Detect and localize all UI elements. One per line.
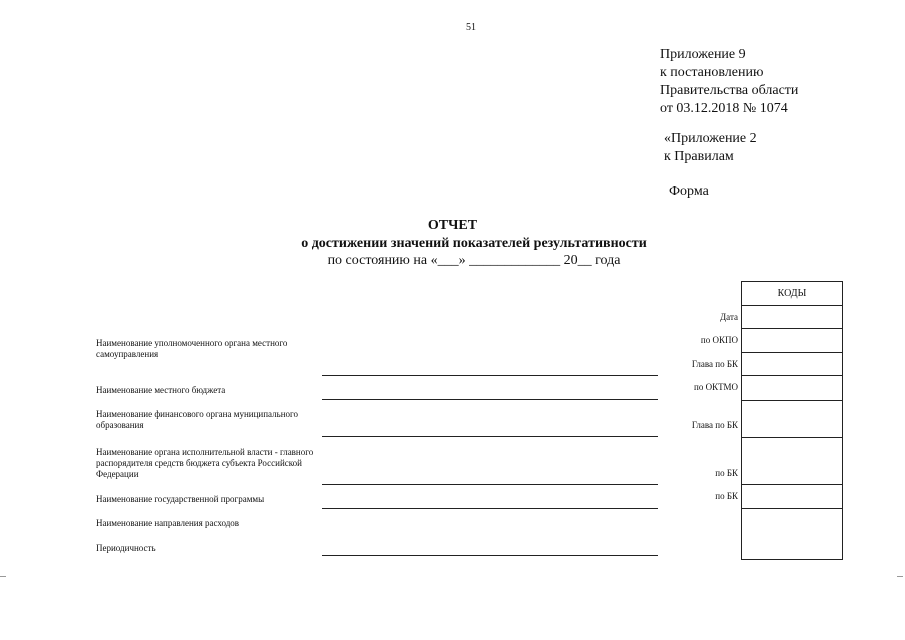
- code-cell-date[interactable]: [742, 305, 842, 328]
- form-label: Форма: [669, 184, 709, 199]
- appendix-block: [660, 46, 798, 118]
- code-cell-bk-1[interactable]: [742, 437, 842, 484]
- field-periodicity-line[interactable]: [322, 555, 658, 556]
- code-label-glava-1: Глава по БК: [691, 359, 738, 369]
- report-subtitle: о достижении значений показателей результативности: [301, 236, 647, 251]
- code-cell-bk-2[interactable]: [742, 484, 842, 508]
- appendix2-block: [664, 130, 757, 166]
- code-label-date: Дата: [720, 312, 738, 322]
- code-label-glava-2: Глава по БК: [691, 420, 738, 430]
- appendix2-line-1: «Приложение 2: [664, 131, 757, 146]
- appendix2-line-2: к Правилам: [664, 149, 734, 164]
- code-label-oktmo: по ОКТМО: [694, 382, 738, 392]
- field-periodicity-label: Периодичность: [96, 543, 156, 553]
- appendix-line-2: к постановлению: [660, 65, 764, 80]
- field-finance-body-label: Наименование финансового органа муниципального образования: [96, 409, 298, 430]
- appendix-line-4: от 03.12.2018 № 1074: [660, 101, 788, 116]
- field-authority-line[interactable]: [322, 375, 658, 376]
- code-cell-okpo[interactable]: [742, 328, 842, 352]
- code-cell-glava-2[interactable]: [742, 400, 842, 437]
- field-budget-label: Наименование местного бюджета: [96, 385, 226, 395]
- code-cell-extra[interactable]: [742, 508, 842, 559]
- page-number: 51: [466, 22, 476, 33]
- field-expense-direction-label: Наименование направления расходов: [96, 518, 240, 528]
- code-label-bk-1: по БК: [715, 468, 738, 478]
- scan-mark-left: [0, 576, 6, 577]
- field-authority-label: Наименование уполномоченного органа местного самоуправления: [96, 338, 288, 359]
- code-label-bk-2: по БК: [715, 491, 738, 501]
- appendix-line-3: Правительства области: [660, 83, 799, 98]
- field-executive-body-label: Наименование органа исполнительной власти - главного распорядителя средств бюджета субъекта Российской Федерации: [96, 447, 314, 479]
- code-cell-oktmo[interactable]: [742, 375, 842, 400]
- report-title: ОТЧЕТ: [427, 218, 478, 233]
- codes-header: КОДЫ: [777, 288, 807, 299]
- appendix-line-1: Приложение 9: [660, 47, 746, 62]
- scan-mark-right: [897, 576, 903, 577]
- field-program-line[interactable]: [322, 508, 658, 509]
- code-cell-glava-1[interactable]: [742, 352, 842, 375]
- field-executive-body-line[interactable]: [322, 484, 658, 485]
- code-label-okpo: по ОКПО: [700, 335, 738, 345]
- report-date-line: по состоянию на «___» _____________ 20__ года: [327, 253, 621, 268]
- field-program-label: Наименование государственной программы: [96, 494, 265, 504]
- codes-table: [741, 281, 843, 560]
- field-budget-line[interactable]: [322, 399, 658, 400]
- field-finance-body-line[interactable]: [322, 436, 658, 437]
